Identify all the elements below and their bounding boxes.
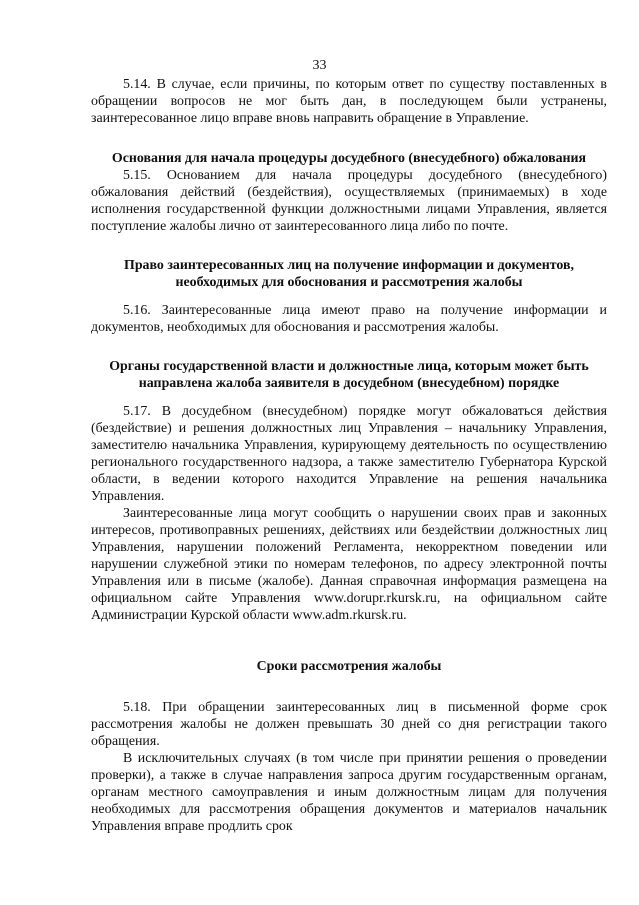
- heading-authorities: Органы государственной власти и должностные лица, которым может быть направлена жалоба заявителя в досудебном (внесудебном) порядке: [109, 359, 589, 391]
- document-body: [91, 76, 607, 835]
- paragraph-5-18-exceptions: В исключительных случаях (в том числе при принятии решения о проведении проверки), а также в случае направления запроса другим государственным органам, органам местного самоуправления и иным должностным лицам для получения необходимых для рассмотрения обращения документов и материалов начальник Управления вправе продлить срок: [91, 751, 607, 834]
- paragraph-5-14: 5.14. В случае, если причины, по которым ответ по существу поставленных в обращении вопросов не мог быть дан, в последующем были устранены, заинтересованное лицо вправе вновь направить обращение в Управление.: [91, 77, 607, 126]
- paragraph-5-17-contacts: Заинтересованные лица могут сообщить о нарушении своих прав и законных интересов, противоправных решениях, действиях или бездействии должностных лиц Управления, нарушении положений Регламента, некорректном поведении или нарушении служебной этики по номерам телефонов, по адресу электронной почты Управления или в письме (жалобе). Данная справочная информация размещена на официальном сайте Управления www.dorupr.rkursk.ru, на официальном сайте Администрации Курской области www.adm.rkursk.ru.: [91, 506, 607, 623]
- paragraph-5-16: 5.16. Заинтересованные лица имеют право на получение информации и документов, необходимых для обоснования и рассмотрения жалобы.: [91, 303, 607, 335]
- heading-review-terms: Сроки рассмотрения жалобы: [256, 659, 442, 674]
- paragraph-5-15: 5.15. Основанием для начала процедуры досудебного (внесудебного) обжалования действий (бездействия), осуществляемых (принимаемых) в ходе исполнения государственной функции должностными лицами Управления, является поступление жалобы лично от заинтересованного лица либо по почте.: [91, 168, 607, 234]
- heading-right-to-information: Право заинтересованных лиц на получение информации и документов, необходимых для обоснования и рассмотрения жалобы: [124, 258, 574, 290]
- paragraph-5-17: 5.17. В досудебном (внесудебном) порядке могут обжаловаться действия (бездействие) и решения должностных лиц Управления – начальнику Управления, заместителю начальника Управления, курирующему деятельность по осуществлению регионального государственного надзора, а также заместителю Губернатора Курской области, в ведении которого находится Управление на решения начальника Управления.: [91, 404, 607, 504]
- page-number: 33: [312, 58, 327, 73]
- heading-appeal-grounds: Основания для начала процедуры досудебного (внесудебного) обжалования: [111, 151, 587, 166]
- paragraph-5-18: 5.18. При обращении заинтересованных лиц в письменной форме срок рассмотрения жалобы не должен превышать 30 дней со дня регистрации такого обращения.: [91, 700, 607, 749]
